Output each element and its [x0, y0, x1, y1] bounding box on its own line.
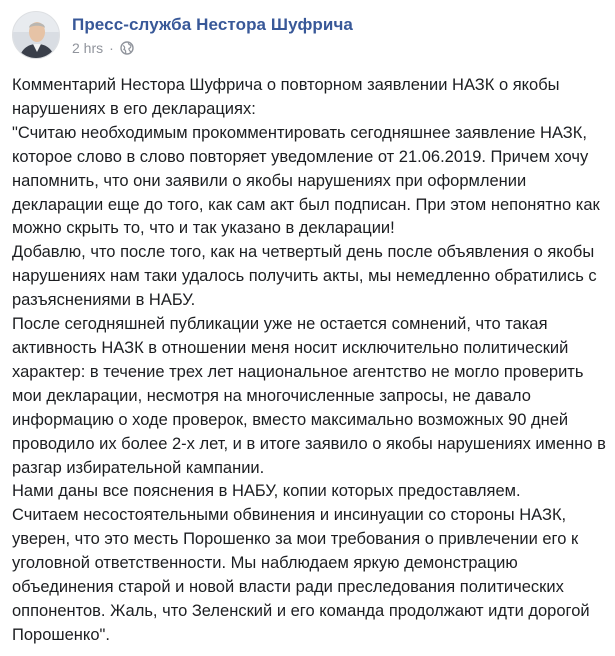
avatar-photo-icon: [13, 12, 60, 59]
author-avatar[interactable]: [12, 11, 60, 59]
post-paragraph: После сегодняшней публикации уже не остается сомнений, что такая активность НАЗК в отношении меня носит исключительно политический характер: в течение трех лет национальное агентство не могло проверить мои декларации, несмотря на многочисленные запросы, не давало информацию о ходе проверок, вместо максимально возможных 90 дней проводило их более 2-х лет, и в итоге заявило о якобы нарушениях именно в разгар избирательной кампании.: [12, 315, 606, 477]
post-paragraph: Добавлю, что после того, как на четвертый день после объявления о якобы нарушениях нам таки удалось получить акты, мы немедленно обратились с разъяснениями в НАБУ.: [12, 243, 597, 310]
post-timestamp[interactable]: 2 hrs: [72, 40, 104, 56]
post-paragraph: "Считаю необходимым прокомментировать сегодняшнее заявление НАЗК, которое слово в слово повторяет уведомление от 21.06.2019. Причем хочу напомнить, что они заявили о якобы нарушениях при оформлении декларации еще до того, как сам акт был подписан. При этом непонятно как можно скрыть то, что и так указано в декларации!: [12, 123, 600, 238]
post-submeta: [72, 39, 353, 57]
post-meta: [72, 14, 353, 57]
post-paragraph: Нами даны все пояснения в НАБУ, копии которых предоставляем.: [12, 482, 521, 501]
post-paragraph: Считаем несостоятельными обвинения и инсинуации со стороны НАЗК, уверен, что это месть Порошенко за мои требования о привлечении его к уголовной ответственности. Мы наблюдаем яркую демонстрацию объединения старой и новой власти ради преследования политических оппонентов. Жаль, что Зеленский и его команда продолжают идти дорогой Порошенко".: [12, 506, 590, 644]
globe-icon[interactable]: [120, 41, 134, 55]
post-header: [12, 11, 353, 63]
author-name-link[interactable]: Пресс-служба Нестора Шуфрича: [72, 15, 353, 34]
meta-separator: ·: [109, 40, 114, 56]
post-body: [12, 74, 610, 648]
post-paragraph: Комментарий Нестора Шуфрича о повторном заявлении НАЗК о якобы нарушениях в его декларациях:: [12, 76, 560, 118]
